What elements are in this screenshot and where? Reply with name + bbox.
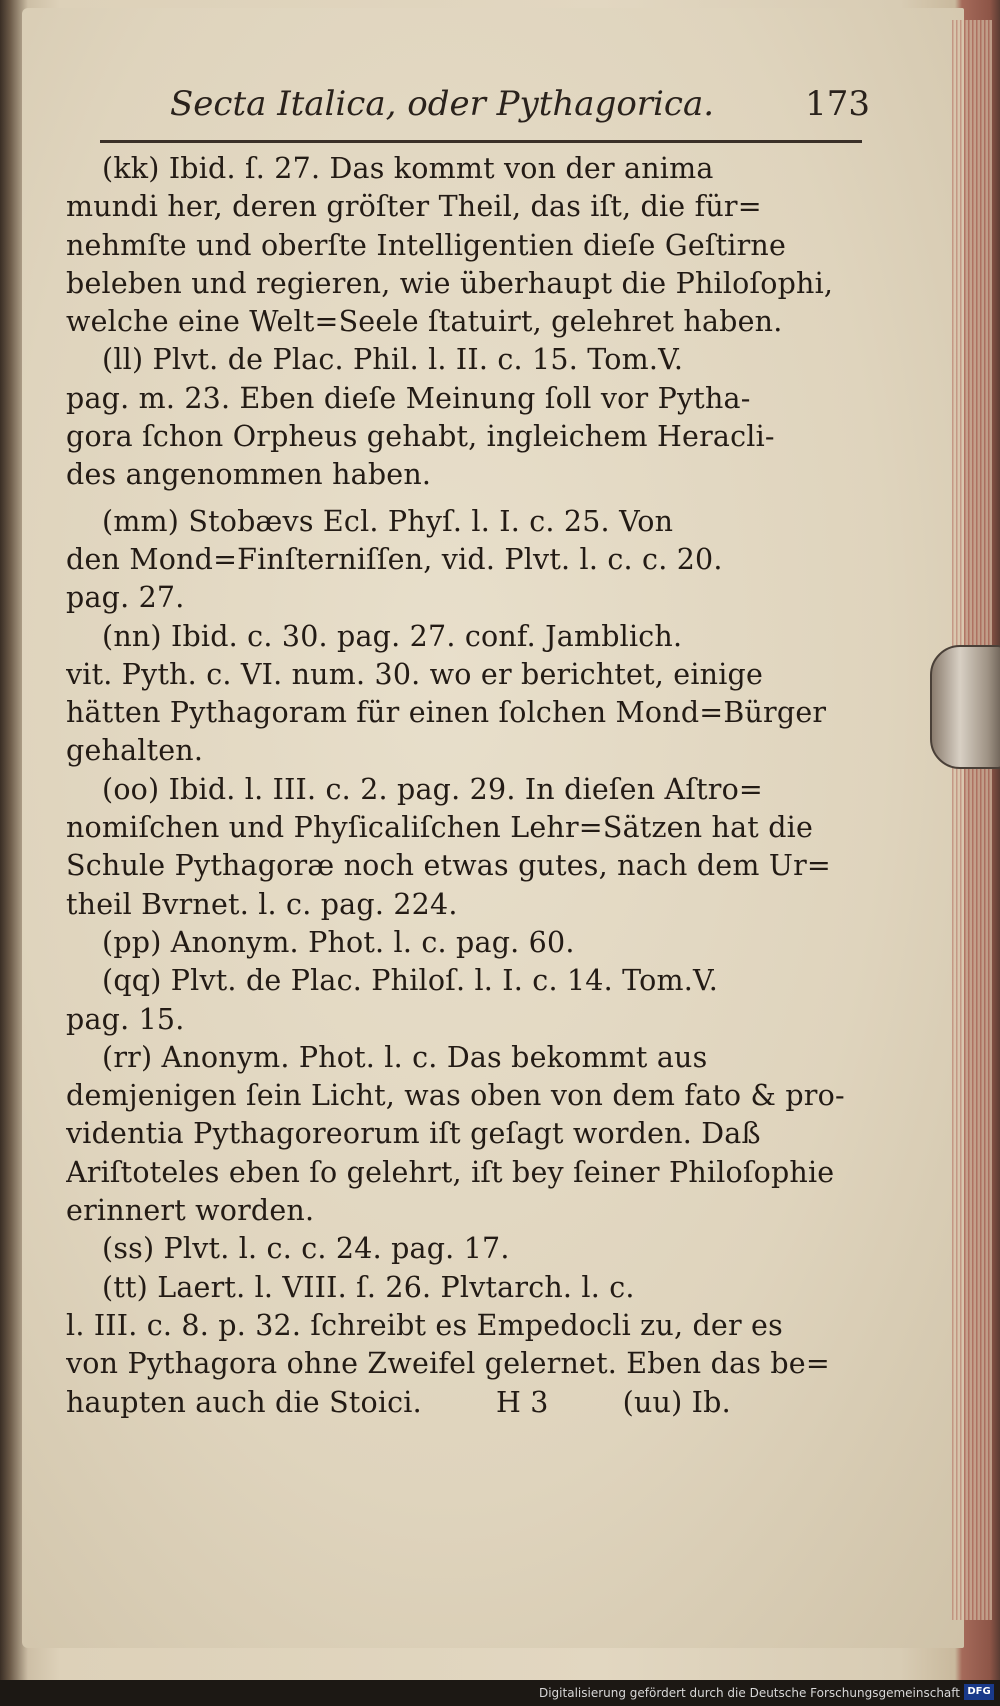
- text-line: gehalten.: [66, 734, 204, 768]
- text-line: l. III. c. 8. p. 32. ſchreibt es Empedocli zu, der es: [66, 1308, 783, 1342]
- text-line: Schule Pythagoræ noch etwas gutes, nach dem Ur=: [66, 849, 831, 883]
- header-rule: [100, 140, 862, 143]
- page-number: 173: [805, 84, 870, 124]
- text-line: beleben und regieren, wie überhaupt die Philoſophi,: [66, 266, 834, 300]
- text-line: (pp) Anonym. Phot. l. c. pag. 60.: [102, 925, 575, 959]
- text-line: (ll) Plvt. de Plac. Phil. l. II. c. 15. Tom.V.: [102, 343, 684, 377]
- text-line: haupten auch die Stoici. H 3 (uu) Ib.: [66, 1385, 731, 1419]
- text-line: pag. m. 23. Eben dieſe Meinung ſoll vor Pytha-: [66, 381, 751, 415]
- text-line: Ariſtoteles eben ſo gelehrt, iſt bey ſeiner Philoſophie: [66, 1155, 835, 1189]
- text-line: von Pythagora ohne Zweifel gelernet. Eben das be=: [66, 1347, 830, 1381]
- text-line: (kk) Ibid. ſ. 27. Das kommt von der anima: [102, 152, 714, 185]
- text-line: nehmſte und oberſte Intelligentien dieſe Geſtirne: [66, 228, 787, 262]
- text-line: gora ſchon Orpheus gehabt, ingleichem Heracli-: [66, 420, 775, 454]
- text-line: erinnert worden.: [66, 1194, 315, 1228]
- book-clasp: [930, 645, 1000, 769]
- text-line: (tt) Laert. l. VIII. ſ. 26. Plvtarch. l. c.: [102, 1270, 635, 1304]
- text-line: pag. 15.: [66, 1002, 185, 1036]
- dfg-logo: DFG: [964, 1684, 994, 1700]
- text-line: (rr) Anonym. Phot. l. c. Das bekommt aus: [102, 1040, 708, 1074]
- text-line: (nn) Ibid. c. 30. pag. 27. conf. Jamblich.: [102, 619, 683, 653]
- text-line: den Mond=Finſterniſſen, vid. Plvt. l. c. c. 20.: [66, 542, 723, 576]
- text-line: mundi her, deren gröſter Theil, das iſt, die für=: [66, 190, 762, 224]
- text-line: welche eine Welt=Seele ſtatuirt, gelehret haben.: [66, 305, 783, 339]
- page-edges: [952, 20, 992, 1620]
- text-line: nomiſchen und Phyſicaliſchen Lehr=Sätzen hat die: [66, 811, 814, 845]
- text-line: vit. Pyth. c. VI. num. 30. wo er berichtet, einige: [66, 657, 764, 691]
- running-header: [170, 78, 870, 138]
- text-line: demjenigen ſein Licht, was oben von dem fato & pro-: [66, 1079, 845, 1113]
- text-line: (qq) Plvt. de Plac. Philoſ. l. I. c. 14. Tom.V.: [102, 964, 719, 998]
- text-line: (oo) Ibid. l. III. c. 2. pag. 29. In dieſen Aſtro=: [102, 772, 764, 806]
- digitization-credit: Digitalisierung gefördert durch die Deutsche Forschungsgemeinschaft: [538, 1686, 960, 1700]
- text-line: videntia Pythagoreorum iſt geſagt worden. Daß: [66, 1117, 761, 1151]
- text-line: (ss) Plvt. l. c. c. 24. pag. 17.: [102, 1232, 510, 1266]
- text-line: pag. 27.: [66, 581, 185, 615]
- text-line: (mm) Stobævs Ecl. Phyſ. l. I. c. 25. Von: [102, 504, 674, 538]
- text-line: des angenommen haben.: [66, 458, 432, 492]
- running-title: Secta Italica, oder Pythagorica.: [170, 84, 715, 124]
- text-line: theil Bvrnet. l. c. pag. 224.: [66, 887, 458, 921]
- text-line: hätten Pythagoram für einen ſolchen Mond=Bürger: [66, 696, 827, 730]
- footnote-text: [66, 150, 868, 1422]
